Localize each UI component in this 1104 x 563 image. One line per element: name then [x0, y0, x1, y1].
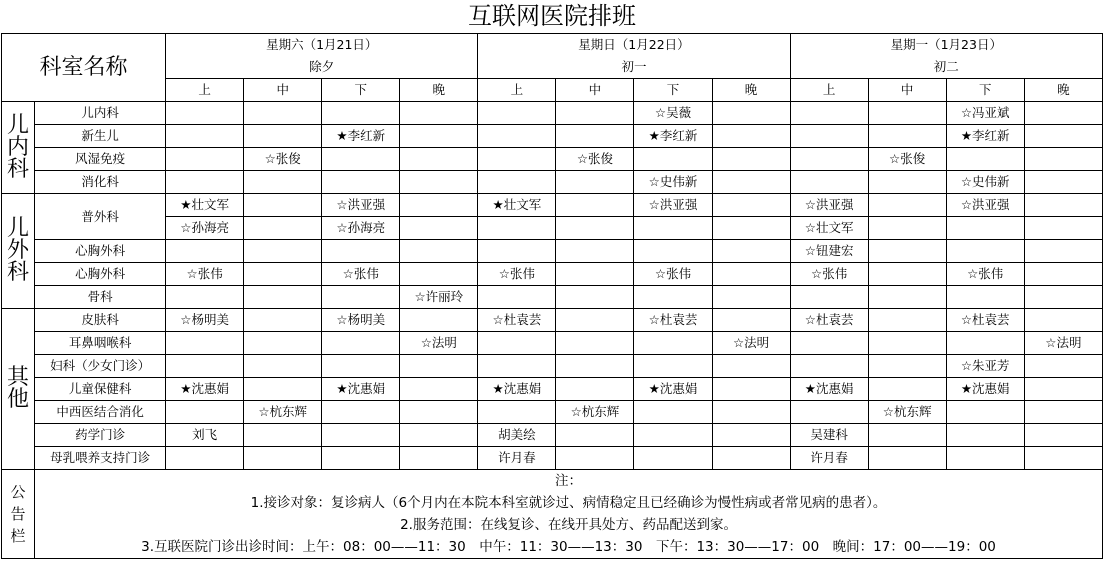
schedule-cell — [556, 263, 634, 286]
day-date: 星期日（1月22日） — [578, 37, 690, 52]
schedule-cell: ☆杜袁芸 — [946, 309, 1024, 332]
notice-row — [2, 470, 1103, 559]
notice-line: 3.互联医院门诊出诊时间：上午：08：00——11：30 中午：11：30——13：30 下午：13：30——17：00 晚间：17：00——19：00 — [141, 539, 996, 555]
schedule-cell — [634, 148, 712, 171]
schedule-cell — [322, 447, 400, 470]
schedule-cell — [556, 240, 634, 263]
day-note: 初二 — [933, 59, 959, 74]
schedule-cell: ☆法明 — [400, 332, 478, 355]
schedule-cell — [400, 148, 478, 171]
schedule-cell: ☆法明 — [1024, 332, 1102, 355]
notice-label-char: 告 — [10, 505, 26, 523]
schedule-cell — [166, 332, 244, 355]
schedule-cell — [478, 171, 556, 194]
schedule-cell — [244, 240, 322, 263]
table-row — [2, 424, 1103, 447]
schedule-cell — [400, 355, 478, 378]
group-label-char: 内 — [7, 134, 30, 160]
schedule-cell — [166, 171, 244, 194]
schedule-cell: ★李红新 — [322, 125, 400, 148]
schedule-cell — [556, 355, 634, 378]
schedule-cell — [946, 424, 1024, 447]
schedule-cell — [322, 148, 400, 171]
notice-line: 1.接诊对象：复诊病人（6个月内在本院本科室就诊过、病情稳定且已经确诊为慢性病或者常见病的患者）。 — [250, 495, 887, 511]
schedule-cell — [556, 286, 634, 309]
table-row — [2, 286, 1103, 309]
schedule-cell — [790, 102, 868, 125]
schedule-cell — [166, 401, 244, 424]
schedule-cell: ☆张俊 — [556, 148, 634, 171]
dept-cell: 普外科 — [35, 194, 166, 240]
schedule-cell — [1024, 102, 1102, 125]
dept-cell: 新生儿 — [35, 125, 166, 148]
schedule-cell — [322, 424, 400, 447]
schedule-cell: ☆张伟 — [322, 263, 400, 286]
schedule-cell — [712, 355, 790, 378]
schedule-cell: ☆张俊 — [868, 148, 946, 171]
schedule-cell — [712, 125, 790, 148]
schedule-cell: ☆杭东辉 — [868, 401, 946, 424]
schedule-cell: ★沈惠娟 — [166, 378, 244, 401]
schedule-cell — [244, 309, 322, 332]
group-label-char: 外 — [7, 238, 30, 263]
group-label — [2, 102, 35, 194]
slot-header: 下 — [946, 79, 1024, 102]
schedule-cell — [946, 286, 1024, 309]
schedule-cell — [322, 240, 400, 263]
schedule-cell — [1024, 424, 1102, 447]
schedule-cell — [946, 148, 1024, 171]
schedule-cell — [556, 125, 634, 148]
dept-cell: 中西医结合消化 — [35, 401, 166, 424]
schedule-cell — [1024, 378, 1102, 401]
dept-cell: 儿内科 — [35, 102, 166, 125]
group-label — [2, 194, 35, 309]
dept-cell: 皮肤科 — [35, 309, 166, 332]
schedule-cell: ☆张伟 — [790, 263, 868, 286]
schedule-cell — [712, 171, 790, 194]
schedule-cell — [790, 286, 868, 309]
schedule-cell: ☆杭东辉 — [244, 401, 322, 424]
schedule-cell — [556, 194, 634, 217]
day-header — [478, 34, 790, 79]
schedule-cell — [712, 401, 790, 424]
day-header — [790, 34, 1102, 79]
schedule-cell — [556, 309, 634, 332]
schedule-cell — [712, 378, 790, 401]
schedule-cell — [634, 424, 712, 447]
notice-label-char: 栏 — [10, 527, 26, 545]
slot-header: 上 — [790, 79, 868, 102]
schedule-cell: ☆杭东辉 — [556, 401, 634, 424]
day-note: 除夕 — [309, 59, 335, 74]
schedule-cell — [400, 217, 478, 240]
schedule-cell — [400, 401, 478, 424]
group-label — [2, 309, 35, 470]
schedule-cell: ☆张伟 — [634, 263, 712, 286]
schedule-cell: ☆杜袁芸 — [790, 309, 868, 332]
schedule-cell — [556, 217, 634, 240]
schedule-cell — [400, 424, 478, 447]
schedule-cell — [634, 332, 712, 355]
schedule-cell: ☆杨明美 — [166, 309, 244, 332]
schedule-cell: ★沈惠娟 — [322, 378, 400, 401]
schedule-cell: ★沈惠娟 — [946, 378, 1024, 401]
schedule-cell — [946, 447, 1024, 470]
schedule-cell: ★沈惠娟 — [790, 378, 868, 401]
schedule-cell: ☆张伟 — [946, 263, 1024, 286]
schedule-cell: ★李红新 — [634, 125, 712, 148]
schedule-cell — [244, 286, 322, 309]
schedule-cell — [478, 125, 556, 148]
slot-header: 中 — [868, 79, 946, 102]
schedule-cell: ☆张伟 — [478, 263, 556, 286]
schedule-cell — [790, 401, 868, 424]
schedule-cell — [790, 332, 868, 355]
schedule-cell: ☆杨明美 — [322, 309, 400, 332]
group-label-char: 儿 — [7, 216, 30, 241]
dept-name-header: 科室名称 — [2, 34, 166, 102]
schedule-cell — [244, 171, 322, 194]
schedule-cell — [244, 424, 322, 447]
schedule-cell: ☆孙海亮 — [166, 217, 244, 240]
table-row — [2, 309, 1103, 332]
schedule-cell: ☆壮文军 — [790, 217, 868, 240]
dept-cell: 骨科 — [35, 286, 166, 309]
schedule-cell — [712, 286, 790, 309]
schedule-cell — [166, 286, 244, 309]
schedule-cell — [322, 401, 400, 424]
schedule-cell — [400, 263, 478, 286]
schedule-cell: 许月春 — [478, 447, 556, 470]
schedule-cell: ☆朱亚芳 — [946, 355, 1024, 378]
schedule-cell — [712, 240, 790, 263]
table-row — [2, 378, 1103, 401]
schedule-cell — [868, 263, 946, 286]
schedule-cell — [244, 378, 322, 401]
schedule-cell — [478, 240, 556, 263]
table-row — [2, 332, 1103, 355]
schedule-cell: ☆法明 — [712, 332, 790, 355]
slot-header: 晚 — [400, 79, 478, 102]
schedule-cell — [556, 102, 634, 125]
schedule-cell — [634, 447, 712, 470]
schedule-cell: ☆孙海亮 — [322, 217, 400, 240]
schedule-cell — [634, 240, 712, 263]
schedule-cell — [1024, 286, 1102, 309]
schedule-cell: 许月春 — [790, 447, 868, 470]
schedule-cell — [400, 447, 478, 470]
schedule-cell — [322, 102, 400, 125]
dept-cell: 耳鼻咽喉科 — [35, 332, 166, 355]
schedule-cell: ★沈惠娟 — [478, 378, 556, 401]
table-row — [2, 447, 1103, 470]
schedule-cell — [1024, 240, 1102, 263]
schedule-cell — [946, 401, 1024, 424]
slot-header: 下 — [634, 79, 712, 102]
schedule-cell — [400, 194, 478, 217]
dept-cell: 妇科（少女门诊） — [35, 355, 166, 378]
schedule-cell — [712, 309, 790, 332]
schedule-cell — [400, 171, 478, 194]
dept-cell: 母乳喂养支持门诊 — [35, 447, 166, 470]
schedule-cell: ☆洪亚强 — [634, 194, 712, 217]
schedule-cell: ☆杜袁芸 — [478, 309, 556, 332]
schedule-cell: ☆洪亚强 — [790, 194, 868, 217]
table-row — [2, 240, 1103, 263]
schedule-cell — [868, 217, 946, 240]
header-row-days — [2, 34, 1103, 79]
table-row — [2, 217, 1103, 240]
schedule-cell — [1024, 401, 1102, 424]
schedule-cell — [790, 125, 868, 148]
schedule-cell: ☆张伟 — [166, 263, 244, 286]
schedule-cell — [244, 447, 322, 470]
page-title: 互联网医院排班 — [468, 2, 636, 30]
schedule-cell — [400, 102, 478, 125]
schedule-cell — [322, 332, 400, 355]
table-row — [2, 148, 1103, 171]
slot-header: 上 — [166, 79, 244, 102]
slot-header: 上 — [478, 79, 556, 102]
schedule-cell — [712, 424, 790, 447]
schedule-cell — [556, 332, 634, 355]
group-label-char: 其 — [7, 365, 30, 390]
schedule-cell — [712, 148, 790, 171]
schedule-cell — [1024, 355, 1102, 378]
slot-header: 下 — [322, 79, 400, 102]
schedule-cell — [868, 102, 946, 125]
schedule-cell — [244, 125, 322, 148]
schedule-cell — [712, 217, 790, 240]
schedule-cell — [478, 332, 556, 355]
schedule-cell — [400, 309, 478, 332]
schedule-cell — [244, 102, 322, 125]
table-row — [2, 263, 1103, 286]
schedule-cell — [1024, 194, 1102, 217]
schedule-cell — [790, 171, 868, 194]
group-label-char: 儿 — [7, 112, 30, 138]
dept-cell: 心胸外科 — [35, 240, 166, 263]
slot-header: 晚 — [712, 79, 790, 102]
schedule-cell — [868, 332, 946, 355]
schedule-cell — [868, 447, 946, 470]
schedule-cell — [868, 309, 946, 332]
dept-cell: 儿童保健科 — [35, 378, 166, 401]
schedule-cell — [556, 447, 634, 470]
notice-line: 2.服务范围：在线复诊、在线开具处方、药品配送到家。 — [400, 517, 737, 533]
table-row — [2, 171, 1103, 194]
schedule-cell — [400, 378, 478, 401]
schedule-cell: 刘飞 — [166, 424, 244, 447]
schedule-cell — [790, 355, 868, 378]
day-date: 星期一（1月23日） — [890, 37, 1002, 52]
table-row — [2, 194, 1103, 217]
schedule-cell — [244, 332, 322, 355]
schedule-cell — [322, 286, 400, 309]
day-date: 星期六（1月21日） — [266, 37, 378, 52]
schedule-cell — [1024, 447, 1102, 470]
schedule-cell: ☆史伟新 — [634, 171, 712, 194]
schedule-cell — [712, 102, 790, 125]
schedule-cell — [868, 378, 946, 401]
schedule-cell — [1024, 263, 1102, 286]
table-row — [2, 125, 1103, 148]
schedule-cell — [400, 125, 478, 148]
schedule-cell — [790, 148, 868, 171]
slot-header: 中 — [244, 79, 322, 102]
schedule-cell — [244, 355, 322, 378]
schedule-cell — [868, 240, 946, 263]
schedule-cell — [244, 194, 322, 217]
schedule-cell — [634, 217, 712, 240]
schedule-cell: ☆吴薇 — [634, 102, 712, 125]
schedule-cell: ☆冯亚斌 — [946, 102, 1024, 125]
schedule-cell — [712, 447, 790, 470]
schedule-cell — [868, 286, 946, 309]
notice-label-char: 公 — [10, 483, 26, 501]
schedule-cell — [322, 355, 400, 378]
schedule-cell: ☆许丽玲 — [400, 286, 478, 309]
notice-body — [35, 470, 1103, 559]
schedule-cell — [478, 148, 556, 171]
schedule-cell — [244, 217, 322, 240]
slot-header: 中 — [556, 79, 634, 102]
schedule-cell — [946, 217, 1024, 240]
schedule-cell — [712, 263, 790, 286]
schedule-cell — [166, 240, 244, 263]
schedule-cell — [478, 401, 556, 424]
schedule-cell — [868, 194, 946, 217]
schedule-table — [1, 33, 1103, 559]
group-label-char: 科 — [7, 156, 30, 182]
header-row-slots — [2, 79, 1103, 102]
schedule-cell — [1024, 217, 1102, 240]
schedule-cell: ★沈惠娟 — [634, 378, 712, 401]
day-header — [166, 34, 478, 79]
schedule-cell: ☆杜袁芸 — [634, 309, 712, 332]
schedule-cell: ★壮文军 — [166, 194, 244, 217]
schedule-cell — [400, 240, 478, 263]
schedule-cell: ☆史伟新 — [946, 171, 1024, 194]
schedule-cell — [946, 332, 1024, 355]
schedule-cell: ☆洪亚强 — [946, 194, 1024, 217]
schedule-cell — [556, 171, 634, 194]
schedule-cell — [322, 171, 400, 194]
table-row — [2, 355, 1103, 378]
schedule-cell — [556, 424, 634, 447]
schedule-cell — [712, 194, 790, 217]
notice-label — [2, 470, 35, 559]
schedule-cell — [634, 286, 712, 309]
schedule-cell — [868, 424, 946, 447]
schedule-cell — [634, 355, 712, 378]
schedule-cell — [166, 125, 244, 148]
schedule-cell — [478, 217, 556, 240]
schedule-cell — [244, 263, 322, 286]
dept-cell: 心胸外科 — [35, 263, 166, 286]
schedule-cell — [634, 401, 712, 424]
dept-cell: 风湿免疫 — [35, 148, 166, 171]
schedule-cell: ☆张俊 — [244, 148, 322, 171]
schedule-cell — [1024, 171, 1102, 194]
schedule-cell — [478, 102, 556, 125]
schedule-cell: ★李红新 — [946, 125, 1024, 148]
schedule-cell — [166, 148, 244, 171]
notice-line: 注： — [555, 473, 582, 489]
dept-cell: 消化科 — [35, 171, 166, 194]
group-label-char: 科 — [7, 260, 30, 285]
schedule-cell: 吴建科 — [790, 424, 868, 447]
schedule-cell: ☆洪亚强 — [322, 194, 400, 217]
schedule-cell — [556, 378, 634, 401]
schedule-cell — [166, 447, 244, 470]
dept-cell: 药学门诊 — [35, 424, 166, 447]
schedule-cell — [166, 102, 244, 125]
table-row — [2, 401, 1103, 424]
schedule-cell — [868, 355, 946, 378]
slot-header: 晚 — [1024, 79, 1102, 102]
schedule-cell — [868, 171, 946, 194]
group-label-char: 他 — [7, 387, 30, 412]
schedule-cell: ★壮文军 — [478, 194, 556, 217]
schedule-cell — [1024, 125, 1102, 148]
schedule-cell — [1024, 309, 1102, 332]
schedule-cell — [946, 240, 1024, 263]
schedule-cell — [478, 286, 556, 309]
schedule-cell — [166, 355, 244, 378]
schedule-cell — [1024, 148, 1102, 171]
schedule-cell: ☆钮建宏 — [790, 240, 868, 263]
schedule-cell — [868, 125, 946, 148]
schedule-cell: 胡美绘 — [478, 424, 556, 447]
table-row — [2, 102, 1103, 125]
day-note: 初一 — [621, 59, 647, 74]
schedule-cell — [478, 355, 556, 378]
